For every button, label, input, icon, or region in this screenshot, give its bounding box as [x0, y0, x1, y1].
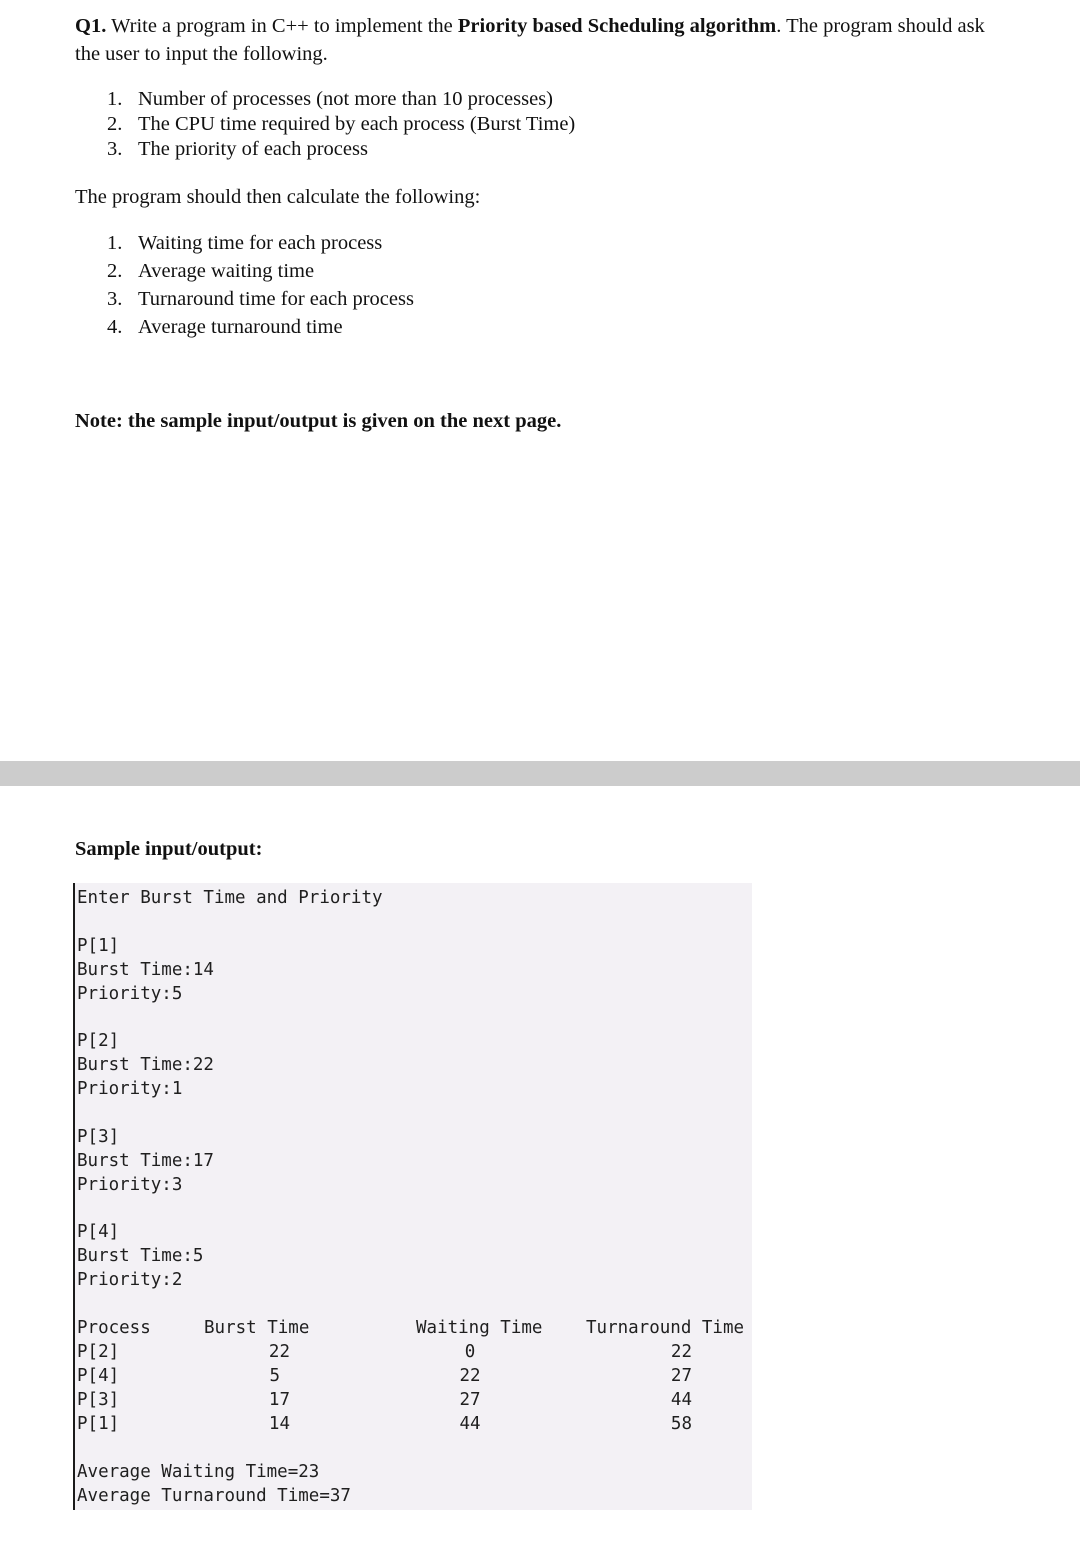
list-number: 2. — [107, 260, 123, 282]
process-burst: Burst Time:5 — [77, 1246, 204, 1266]
table-cell-process: P[4] — [77, 1366, 120, 1386]
input-requirements-list — [75, 87, 575, 162]
table-cell-turnaround: 27 — [670, 1366, 692, 1386]
list-text: The CPU time required by each process (Burst Time) — [138, 113, 576, 135]
sample-heading: Sample input/output: — [75, 838, 263, 860]
average-waiting-time: Average Waiting Time=23 — [77, 1462, 320, 1482]
table-cell-turnaround: 22 — [670, 1342, 692, 1362]
page-separator — [0, 761, 1080, 786]
table-cell-turnaround: 44 — [670, 1390, 692, 1410]
process-burst: Burst Time:17 — [77, 1151, 214, 1171]
list-number: 4. — [107, 316, 123, 338]
question-paragraph — [75, 12, 1035, 68]
list-number: 3. — [107, 138, 123, 160]
process-name: P[2] — [77, 1031, 120, 1051]
list-text: Waiting time for each process — [138, 232, 383, 254]
list-item — [75, 313, 414, 341]
list-text: The priority of each process — [138, 138, 368, 160]
process-burst: Burst Time:14 — [77, 960, 214, 980]
list-item — [75, 229, 414, 257]
table-header-burst: Burst Time — [204, 1318, 310, 1338]
process-burst: Burst Time:22 — [77, 1055, 214, 1075]
list-text: Turnaround time for each process — [138, 288, 414, 310]
question-bold-phrase: Priority based Scheduling algorithm — [457, 15, 777, 37]
table-header-turnaround: Turnaround Time — [586, 1318, 745, 1338]
table-cell-waiting: 44 — [459, 1414, 481, 1434]
table-cell-burst: 17 — [268, 1390, 290, 1410]
console-output — [73, 883, 752, 1510]
list-item — [75, 285, 414, 313]
list-number: 1. — [107, 232, 123, 254]
list-item — [75, 137, 575, 162]
list-number: 2. — [107, 113, 123, 135]
average-turnaround-time: Average Turnaround Time=37 — [77, 1486, 351, 1506]
table-cell-process: P[2] — [77, 1342, 120, 1362]
table-cell-process: P[3] — [77, 1390, 120, 1410]
table-cell-waiting: 0 — [464, 1342, 476, 1362]
process-priority: Priority:5 — [77, 984, 183, 1004]
process-name: P[1] — [77, 936, 120, 956]
list-text: Number of processes (not more than 10 processes) — [138, 88, 554, 110]
question-label: Q1. — [75, 15, 107, 37]
list-number: 1. — [107, 88, 123, 110]
question-text-line2: the user to input the following. — [75, 43, 328, 65]
table-cell-burst: 22 — [268, 1342, 290, 1362]
table-cell-burst: 5 — [269, 1366, 280, 1386]
table-cell-waiting: 27 — [459, 1390, 481, 1410]
table-cell-waiting: 22 — [459, 1366, 481, 1386]
list-text: Average turnaround time — [138, 316, 343, 338]
output-requirements-list — [75, 229, 414, 341]
table-cell-burst: 14 — [268, 1414, 290, 1434]
list-text: Average waiting time — [138, 260, 315, 282]
process-priority: Priority:2 — [77, 1270, 183, 1290]
question-text-before: Write a program in C++ to implement the — [106, 15, 458, 37]
console-prompt: Enter Burst Time and Priority — [77, 888, 383, 908]
process-name: P[4] — [77, 1222, 120, 1242]
page-1 — [0, 0, 1080, 760]
table-header-process: Process — [77, 1318, 151, 1338]
list-item — [75, 87, 575, 112]
list-number: 3. — [107, 288, 123, 310]
list-item — [75, 257, 414, 285]
process-priority: Priority:1 — [77, 1079, 183, 1099]
table-header-waiting: Waiting Time — [416, 1318, 543, 1338]
process-priority: Priority:3 — [77, 1175, 183, 1195]
list-item — [75, 112, 575, 137]
table-cell-turnaround: 58 — [670, 1414, 692, 1434]
table-cell-process: P[1] — [77, 1414, 120, 1434]
calc-intro: The program should then calculate the following: — [75, 186, 481, 208]
note: Note: the sample input/output is given on the next page. — [75, 410, 562, 432]
question-text-after: . The program should ask — [776, 15, 985, 37]
process-name: P[3] — [77, 1127, 120, 1147]
